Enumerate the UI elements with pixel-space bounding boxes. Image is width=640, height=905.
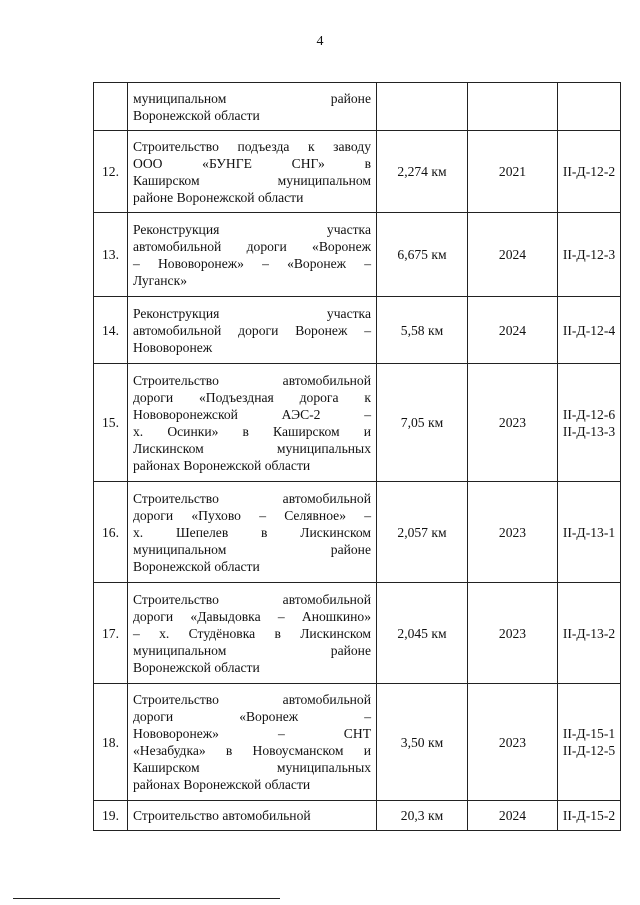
object-description	[128, 364, 377, 482]
object-length: 7,05 км	[377, 364, 468, 482]
description-line: Воронежской области	[133, 107, 260, 123]
object-length: 6,675 км	[377, 213, 468, 297]
code-value: II-Д-12-2	[562, 164, 616, 179]
table-row	[94, 583, 621, 684]
description-line: Реконструкция участка	[133, 221, 371, 237]
row-number: 18.	[94, 684, 128, 801]
object-code	[558, 213, 621, 297]
row-number	[94, 83, 128, 131]
page-number: 4	[316, 34, 324, 49]
description-line: районах Воронежской области	[133, 777, 311, 792]
description-line: Нововоронеж» – СНТ	[133, 726, 371, 741]
description-line: Луганск»	[133, 272, 187, 288]
description-line: х. Шепелев в Лискинском	[133, 524, 371, 540]
object-description	[128, 801, 377, 831]
description-line: муниципальном районе	[133, 541, 371, 557]
completion-year: 2024	[468, 213, 558, 297]
object-description	[128, 83, 377, 131]
object-length: 20,3 км	[377, 801, 468, 831]
description-line: Лискинском муниципальных	[133, 440, 371, 456]
row-number: 13.	[94, 213, 128, 297]
row-number: 14.	[94, 297, 128, 364]
completion-year	[468, 83, 558, 131]
code-value: II-Д-15-2	[562, 808, 616, 823]
description-line: Воронежской области	[133, 558, 260, 574]
description-line: Строительство автомобильной	[133, 490, 371, 506]
code-value: II-Д-12-3	[562, 247, 616, 262]
description-line: муниципальном районе	[133, 90, 371, 106]
completion-year: 2024	[468, 801, 558, 831]
completion-year: 2023	[468, 364, 558, 482]
row-number: 12.	[94, 131, 128, 213]
completion-year: 2023	[468, 684, 558, 801]
description-line: Нововоронежской АЭС-2 –	[133, 406, 371, 422]
row-number: 15.	[94, 364, 128, 482]
description-line: х. Осинки» в Каширском и	[133, 423, 371, 439]
object-code	[558, 684, 621, 801]
description-line: дороги «Воронеж –	[133, 709, 371, 724]
object-description	[128, 583, 377, 684]
object-code	[558, 482, 621, 583]
table-row	[94, 801, 621, 831]
description-line: дороги «Давыдовка – Аношкино»	[133, 608, 371, 624]
description-line: Строительство автомобильной	[133, 591, 371, 607]
object-description	[128, 482, 377, 583]
object-description	[128, 684, 377, 801]
description-line: – х. Студёновка в Лискинском	[133, 625, 371, 641]
table-row	[94, 684, 621, 801]
description-line: Воронежской области	[133, 659, 260, 675]
table-row	[94, 482, 621, 583]
completion-year: 2023	[468, 583, 558, 684]
description-line: Строительство автомобильной	[133, 808, 311, 823]
object-length: 2,274 км	[377, 131, 468, 213]
table-row	[94, 83, 621, 131]
table-row	[94, 297, 621, 364]
description-line: Реконструкция участка	[133, 305, 371, 321]
code-value: II-Д-13-3	[562, 423, 616, 439]
table-row	[94, 364, 621, 482]
object-code	[558, 801, 621, 831]
description-line: автомобильной дороги Воронеж –	[133, 322, 371, 338]
description-line: Нововоронеж	[133, 339, 213, 355]
description-line: Строительство подъезда к заводу	[133, 138, 371, 154]
description-line: районах Воронежской области	[133, 457, 311, 473]
object-code	[558, 583, 621, 684]
row-number: 19.	[94, 801, 128, 831]
object-description	[128, 213, 377, 297]
description-line: Каширском муниципальном	[133, 172, 371, 188]
description-line: районе Воронежской области	[133, 189, 304, 205]
object-length: 2,057 км	[377, 482, 468, 583]
object-description	[128, 297, 377, 364]
description-line: – Нововоронеж» – «Воронеж –	[133, 255, 371, 271]
objects-table	[93, 82, 621, 831]
object-length	[377, 83, 468, 131]
description-line: Строительство автомобильной	[133, 372, 371, 388]
description-line: Каширском муниципальных	[133, 760, 371, 775]
code-value: II-Д-15-1	[562, 726, 616, 741]
code-value: II-Д-12-5	[562, 743, 616, 758]
completion-year: 2021	[468, 131, 558, 213]
object-code	[558, 364, 621, 482]
object-code	[558, 83, 621, 131]
object-description	[128, 131, 377, 213]
description-line: «Незабудка» в Новоусманском и	[133, 743, 371, 758]
row-number: 16.	[94, 482, 128, 583]
object-code	[558, 297, 621, 364]
description-line: Строительство автомобильной	[133, 692, 371, 707]
object-length: 2,045 км	[377, 583, 468, 684]
code-value: II-Д-12-4	[562, 322, 616, 338]
object-code	[558, 131, 621, 213]
code-value: II-Д-13-2	[562, 625, 616, 641]
code-value: II-Д-12-6	[562, 406, 616, 422]
completion-year: 2024	[468, 297, 558, 364]
footer-rule	[13, 898, 280, 899]
object-length: 5,58 км	[377, 297, 468, 364]
row-number: 17.	[94, 583, 128, 684]
table-row	[94, 213, 621, 297]
description-line: автомобильной дороги «Воронеж	[133, 238, 371, 254]
description-line: муниципальном районе	[133, 642, 371, 658]
description-line: дороги «Подъездная дорога к	[133, 389, 371, 405]
table-row	[94, 131, 621, 213]
object-length: 3,50 км	[377, 684, 468, 801]
code-value: II-Д-13-1	[562, 524, 616, 540]
completion-year: 2023	[468, 482, 558, 583]
description-line: дороги «Пухово – Селявное» –	[133, 507, 371, 523]
description-line: ООО «БУНГЕ СНГ» в	[133, 155, 371, 171]
